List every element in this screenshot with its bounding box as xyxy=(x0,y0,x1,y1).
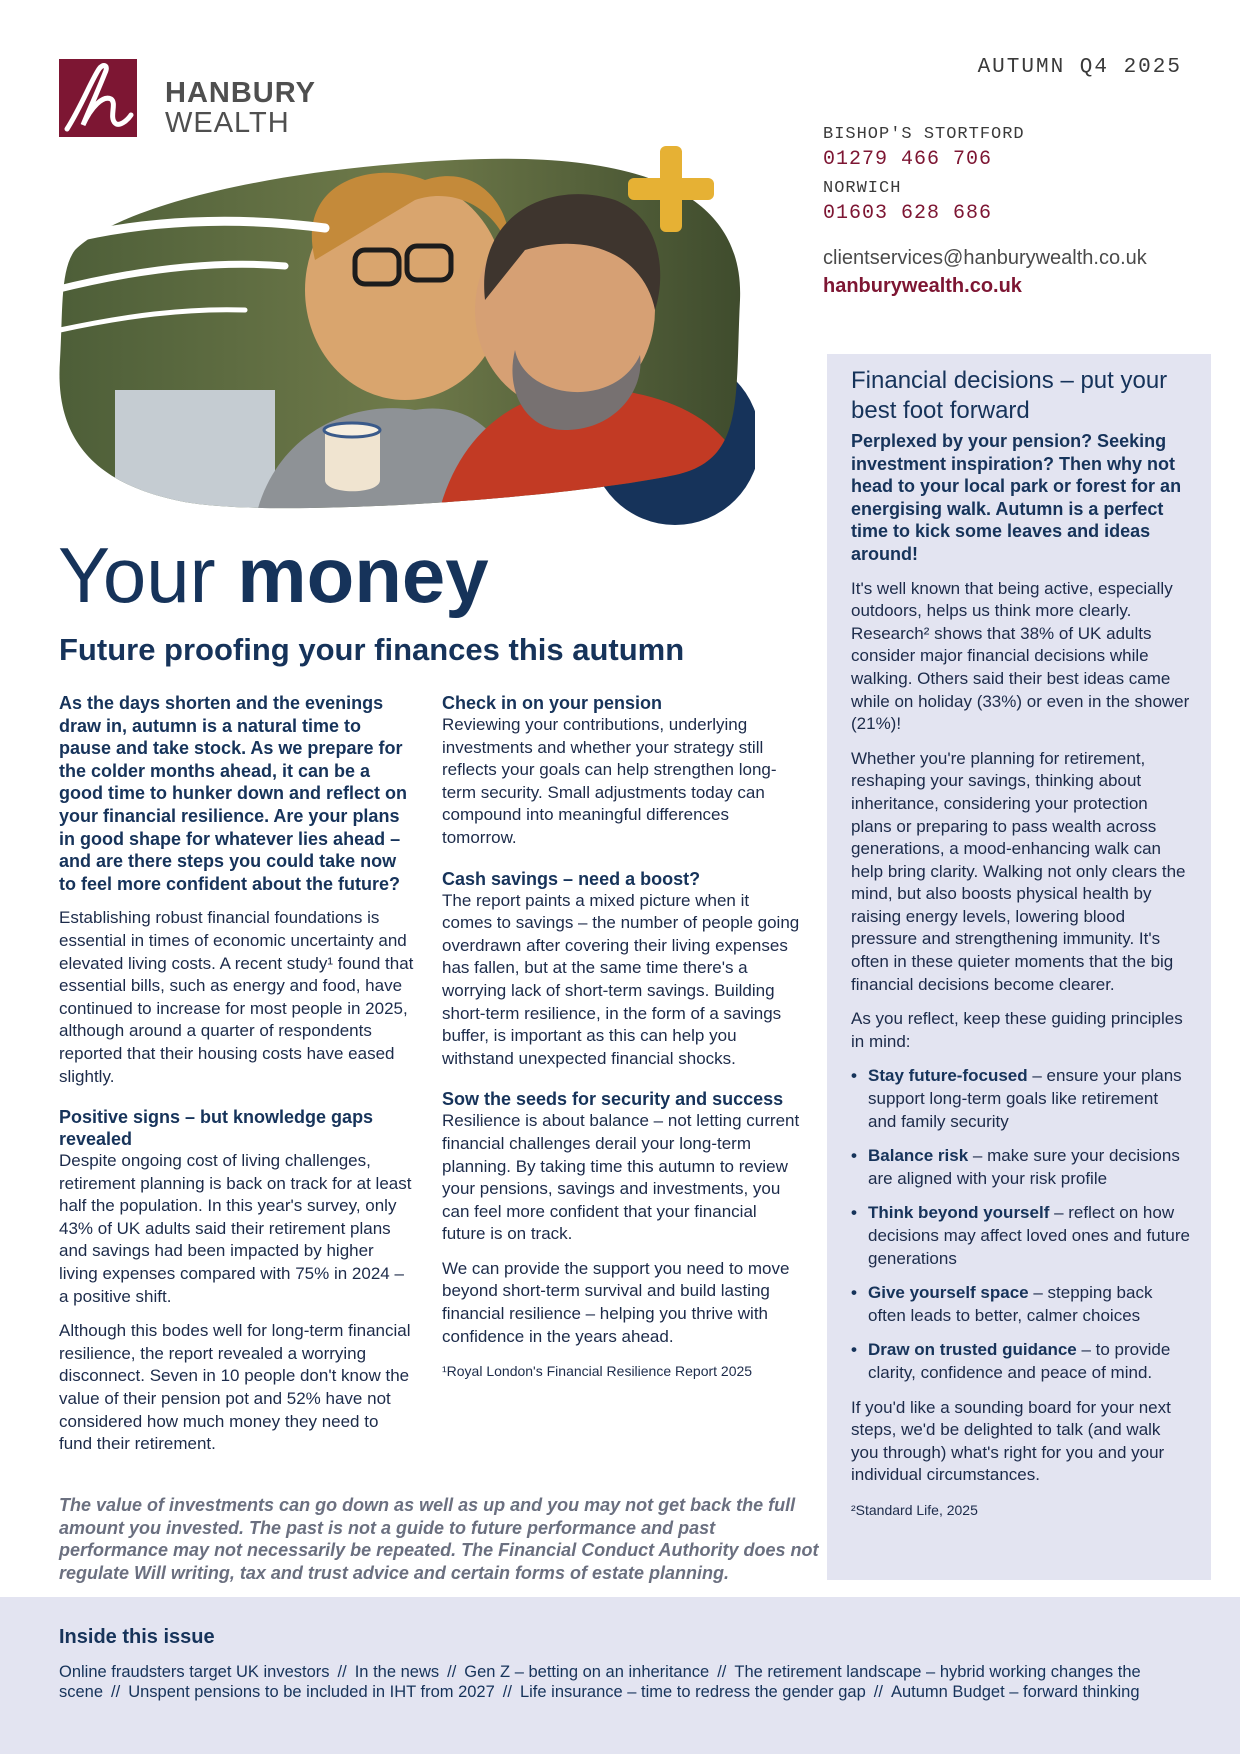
sidebar-paragraph-2: Whether you're planning for retirement, reshaping your savings, thinking about inheritance, considering your protection plans or preparing to pass wealth across generations, a mood-enhancing walk can help bring clarity. Walking not only clears the mind, but also boosts physical health by raising energy levels, lowering blood pressure and strengthening immunity. It's often in these quieter moments that the big financial decisions become clearer. xyxy=(851,748,1186,994)
brand-wordmark xyxy=(165,78,316,138)
issue-item[interactable]: Unspent pensions to be included in IHT from 2027 xyxy=(128,1683,495,1701)
website-link[interactable]: hanburywealth.co.uk xyxy=(823,275,1022,297)
office1-name: BISHOP'S STORTFORD xyxy=(823,125,1025,144)
col2-paragraph-4: We can provide the support you need to move beyond short-term survival and build lasting financial resilience – helping you thrive with confidence in the years ahead. xyxy=(442,1258,790,1346)
issue-item[interactable]: Gen Z – betting on an inheritance xyxy=(464,1663,710,1681)
col1-paragraph-2: Despite ongoing cost of living challenges, retirement planning is back on track for at least half the population. In this year's survey, only 43% of UK adults said their retirement plans and savings had been impacted by higher living expenses compared with 75% in 2024 – a positive shift. xyxy=(59,1151,412,1306)
issue-date: AUTUMN Q4 2025 xyxy=(977,56,1182,79)
separator: // xyxy=(111,1683,121,1701)
heading-pension: Check in on your pension xyxy=(442,693,663,713)
sidebar-panel xyxy=(827,354,1211,1580)
article-column-1 xyxy=(59,692,414,1468)
issue-item[interactable]: Autumn Budget – forward thinking xyxy=(890,1683,1140,1701)
hero-photo-illustration xyxy=(55,140,755,580)
bullet-icon: • xyxy=(851,1146,857,1166)
principle-keyword: Balance risk xyxy=(868,1146,969,1166)
brand-line1: HANBURY xyxy=(165,77,316,109)
col2-paragraph-3: Resilience is about balance – not letting current financial challenges derail your long-term planning. By taking time this autumn to review your pensions, savings and investments, you can feel more confident that your financial future is on track. xyxy=(442,1111,800,1244)
issue-item[interactable]: The retirement landscape – hybrid working changes the scene xyxy=(59,1663,1141,1701)
principle-item xyxy=(851,1202,1191,1270)
hero-image xyxy=(55,140,755,580)
intro-lead: As the days shorten and the evenings draw in, autumn is a natural time to pause and take stock. As we prepare for the colder months ahead, it can be a good time to hunker down and reflect on your financial resilience. Are your plans in good shape for whatever lies ahead – and are there steps you could take now to feel more confident about the future? xyxy=(59,693,408,894)
col1-paragraph-3: Although this bodes well for long-term financial resilience, the report revealed a worrying disconnect. Seven in 10 people don't know the value of their pension pot and 52% have not considered how much money they need to fund their retirement. xyxy=(59,1321,411,1454)
page-title xyxy=(58,530,489,620)
principle-keyword: Draw on trusted guidance xyxy=(868,1340,1077,1360)
bullet-icon: • xyxy=(851,1340,857,1360)
sidebar-title: Financial decisions – put your best foot forward xyxy=(851,367,1168,424)
sidebar-lead: Perplexed by your pension? Seeking investment inspiration? Then why not head to your local park or forest for an energising walk. Autumn is a perfect time to kick some leaves and ideas around! xyxy=(851,431,1182,564)
contacts-block xyxy=(823,124,1203,300)
office1-phone[interactable]: 01279 466 706 xyxy=(823,148,993,171)
issue-contents-list xyxy=(59,1662,1199,1702)
email-link[interactable]: clientservices@hanburywealth.co.uk xyxy=(823,247,1147,269)
sidebar-paragraph-4: If you'd like a sounding board for your next steps, we'd be delighted to talk (and walk you through) what's right for you and your individual circumstances. xyxy=(851,1397,1171,1485)
sidebar-paragraph-1: It's well known that being active, especially outdoors, helps us think more clearly. Research² shows that 38% of UK adults consider major financial decisions while walking. Others said their best ideas came while on holiday (33%) or even in the shower (21%)! xyxy=(851,578,1190,734)
office2-phone[interactable]: 01603 628 686 xyxy=(823,202,993,225)
issue-item[interactable]: Online fraudsters target UK investors xyxy=(59,1663,330,1681)
principle-item xyxy=(851,1282,1191,1327)
footer-title: Inside this issue xyxy=(59,1626,215,1648)
principle-item xyxy=(851,1065,1191,1133)
principle-keyword: Think beyond yourself xyxy=(868,1203,1050,1223)
principle-item xyxy=(851,1339,1191,1384)
brand-line2: WEALTH xyxy=(165,107,290,139)
principle-keyword: Stay future-focused xyxy=(868,1066,1028,1086)
principle-text: – make sure your decisions are aligned with your risk profile xyxy=(868,1146,1180,1188)
principles-list xyxy=(851,1065,1191,1384)
separator: // xyxy=(502,1683,512,1701)
principle-text: – ensure your plans support long-term goals like retirement and family security xyxy=(868,1066,1182,1131)
col1-paragraph-1: Establishing robust financial foundations is essential in times of economic uncertainty and elevated living costs. A recent study¹ found that essential bills, such as energy and food, have continued to increase for most people in 2025, although around a quarter of respondents reported that their housing costs have eased slightly. xyxy=(59,908,414,1086)
page-subtitle: Future proofing your finances this autumn xyxy=(59,632,685,667)
col2-paragraph-2: The report paints a mixed picture when it comes to savings – the number of people going overdrawn after covering their living expenses has fallen, but at the same time there's a worrying lack of short-term savings. Building short-term resilience, in the form of a savings buffer, is important as this can help you withstand unexpected financial shocks. xyxy=(442,890,800,1068)
inside-this-issue-footer xyxy=(0,1597,1240,1754)
principle-text: – reflect on how decisions may affect loved ones and future generations xyxy=(868,1203,1190,1268)
logo-mark xyxy=(59,59,137,137)
heading-security: Sow the seeds for security and success xyxy=(442,1089,784,1110)
bullet-icon: • xyxy=(851,1283,857,1303)
title-part1: Your xyxy=(58,531,238,619)
principle-keyword: Give yourself space xyxy=(868,1283,1029,1303)
separator: // xyxy=(717,1663,727,1681)
issue-item[interactable]: In the news xyxy=(354,1663,440,1681)
hanbury-h-icon xyxy=(59,59,137,137)
heading-cash-savings: Cash savings – need a boost? xyxy=(442,868,701,889)
office2-name: NORWICH xyxy=(823,179,902,198)
principle-item xyxy=(851,1145,1191,1190)
issue-item[interactable]: Life insurance – time to redress the gender gap xyxy=(519,1683,866,1701)
principle-text: – to provide clarity, confidence and peace of mind. xyxy=(868,1340,1171,1382)
heading-positive-signs: Positive signs – but knowledge gaps revealed xyxy=(59,1107,374,1150)
separator: // xyxy=(337,1663,347,1681)
title-part2: money xyxy=(237,531,489,619)
separator: // xyxy=(873,1683,883,1701)
bullet-icon: • xyxy=(851,1203,857,1223)
principle-text: – stepping back often leads to better, calmer choices xyxy=(868,1283,1153,1325)
col2-paragraph-1: Reviewing your contributions, underlying investments and whether your strategy still reflects your goals can help strengthen long-term security. Small adjustments today can compound into meaningful differences tomorrow. xyxy=(442,715,777,847)
bullet-icon: • xyxy=(851,1066,857,1086)
sidebar-paragraph-3: As you reflect, keep these guiding principles in mind: xyxy=(851,1009,1183,1051)
separator: // xyxy=(447,1663,457,1681)
footnote-2: ²Standard Life, 2025 xyxy=(851,1501,978,1518)
article-column-2 xyxy=(442,692,802,1395)
footnote-1: ¹Royal London's Financial Resilience Report 2025 xyxy=(442,1363,753,1380)
risk-disclaimer: The value of investments can go down as well as up and you may not get back the full amount you invested. The past is not a guide to future performance and past performance may not necessarily be repeated. The Financial Conduct Authority does not regulate Will writing, tax and trust advice and certain forms of estate planning. xyxy=(59,1495,819,1583)
